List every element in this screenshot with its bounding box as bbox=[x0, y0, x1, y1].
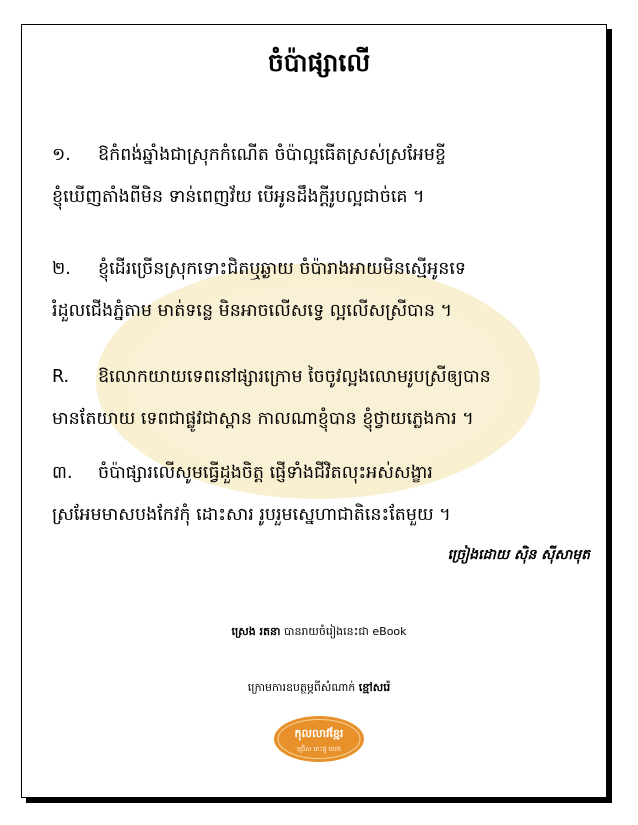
sponsor-credit-name: ខ្មៅសរ៉េ bbox=[358, 681, 391, 694]
ebook-credit bbox=[0, 625, 638, 641]
logo-text-sub: ជ្រើស រោះផ្ទុ លេង bbox=[297, 745, 341, 753]
verse-text: ខ្ញុំដើរច្រើនស្រុកទោះជិតឬឆ្ងាយ ចំប៉ារាងអាយមិនស្មើអូនទេ bbox=[98, 259, 467, 279]
verse-number: R. bbox=[52, 367, 70, 387]
verse-3-line-1 bbox=[52, 452, 572, 494]
verse-number: ៣. bbox=[52, 463, 73, 483]
verse-2 bbox=[52, 248, 572, 332]
verse-refrain-line-2: មានតែយាយ ទេពជាផ្លូវជាស្ពាន កាលណាខ្ញុំបាន ខ្ញុំថ្វាយភ្លេងការ ។ bbox=[52, 409, 474, 429]
ebook-credit-name: ស្រេង រតនា bbox=[231, 625, 281, 638]
verse-1-line-2: ខ្ញុំឃើញតាំងពីមិន ទាន់ពេញវ័យ បើអូនដឹងក្តីរូបល្អជាច់គេ ។ bbox=[52, 187, 425, 207]
verse-text: ឱកំពង់ឆ្នាំងជាស្រុកកំណើត ចំប៉ាល្អធើតស្រស់ស្រអែមខ្ចី bbox=[98, 145, 447, 165]
sponsor-credit bbox=[0, 681, 638, 697]
verse-number: ២. bbox=[52, 259, 71, 279]
logo-text-main: កុលលាវខ្មែរ bbox=[294, 727, 344, 740]
verse-2-line-2: រំដួលជើងភ្នំតាម មាត់ទន្លេ មិនអាចលើសទ្វេ ល្អលើសស្រីបាន ។ bbox=[52, 301, 453, 321]
verse-refrain bbox=[52, 356, 572, 440]
ebook-credit-text: បានរាយចំរៀងនេះជា eBook bbox=[280, 625, 407, 638]
verse-text: ឱលោកយាយទេពនៅផ្សារក្រោម ចៃចូវល្អងលោមរូបស្រីឲ្យបាន bbox=[98, 367, 491, 387]
verse-3 bbox=[52, 452, 572, 536]
verse-1-line-1 bbox=[52, 134, 572, 176]
sponsor-credit-text: ក្រោមការឧបត្ថម្ភពីសំណាក់ bbox=[247, 681, 359, 694]
singer-credit: ច្រៀងដោយ ស៊ិន ស៊ីសាមុត bbox=[447, 547, 590, 563]
verse-text: ចំប៉ាផ្សារលើសូមធ្វើដួងចិត្ត ផ្ញើទាំងជីវិតលុះអស់សង្ខារ bbox=[98, 463, 433, 483]
sponsor-logo bbox=[273, 715, 365, 763]
verse-2-line-1 bbox=[52, 248, 572, 290]
page-title: ចំប៉ាផ្សាលើ bbox=[267, 48, 371, 77]
verse-refrain-line-1 bbox=[52, 356, 572, 398]
verse-1 bbox=[52, 134, 572, 218]
verse-3-line-2: ស្រអែមមាសបងកែវកុំ ដោះសារ រូបរួមស្នេហាជាតិនេះតែមួយ ។ bbox=[52, 505, 451, 525]
verse-number: ១. bbox=[52, 145, 71, 165]
